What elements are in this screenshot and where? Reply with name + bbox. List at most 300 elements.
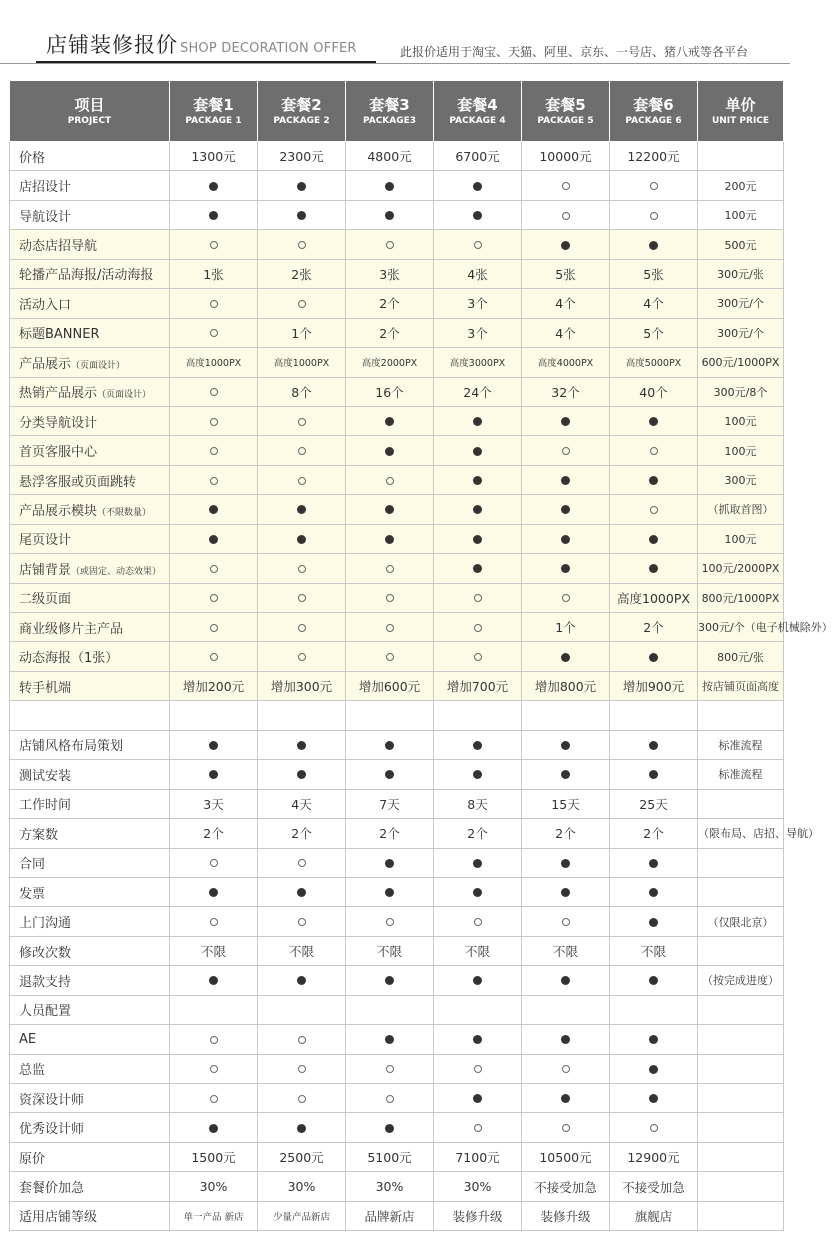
package-cell <box>610 289 698 318</box>
package-cell <box>522 583 610 612</box>
package-cell <box>346 819 434 848</box>
package-cell <box>610 966 698 995</box>
package-cell <box>258 1172 346 1201</box>
package-cell <box>610 406 698 435</box>
unit-price-value: （限布局、店招、导航） <box>698 827 819 841</box>
package-cell <box>434 554 522 583</box>
row-label <box>10 1084 170 1113</box>
package-cell <box>170 142 258 171</box>
page-title: 店铺装修报价 <box>46 33 178 57</box>
table-row <box>10 877 784 906</box>
row-label-text: 适用店铺等级 <box>19 1210 98 1226</box>
package-cell <box>258 730 346 759</box>
package-cell <box>170 465 258 494</box>
unit-price-value: 300元/个 <box>717 326 764 340</box>
included-dot-icon <box>297 535 306 544</box>
cell-value: 品牌新店 <box>364 1208 415 1224</box>
row-label <box>10 230 170 259</box>
table-row <box>10 348 784 377</box>
package-cell <box>522 318 610 347</box>
cell-value: 10500元 <box>539 1150 592 1166</box>
row-label <box>10 142 170 171</box>
row-label <box>10 1113 170 1142</box>
column-header-subtitle: PROJECT <box>67 115 112 126</box>
package-cell <box>434 465 522 494</box>
package-cell <box>434 1025 522 1054</box>
package-cell <box>346 406 434 435</box>
included-dot-icon <box>649 476 658 485</box>
table-row <box>10 1084 784 1113</box>
not-included-circle-icon <box>298 1095 306 1103</box>
package-cell <box>258 1113 346 1142</box>
row-label <box>10 289 170 318</box>
package-cell <box>610 259 698 288</box>
row-label-text: 分类导航设计 <box>19 415 98 431</box>
row-label-text: 热销产品展示 <box>19 386 98 402</box>
package-cell <box>258 1201 346 1230</box>
table-row <box>10 259 784 288</box>
package-cell <box>610 995 698 1024</box>
included-dot-icon <box>473 976 482 985</box>
package-cell <box>346 1054 434 1083</box>
cell-value: 1个 <box>291 325 312 341</box>
cell-value: 15天 <box>551 796 580 812</box>
column-header <box>434 81 522 142</box>
package-cell <box>522 789 610 818</box>
package-cell <box>346 348 434 377</box>
package-cell <box>610 877 698 906</box>
package-cell <box>522 1054 610 1083</box>
included-dot-icon <box>561 476 570 485</box>
cell-value: 5张 <box>643 266 664 282</box>
unit-price-cell <box>698 730 784 759</box>
package-cell <box>610 200 698 229</box>
included-dot-icon <box>297 211 306 220</box>
not-included-circle-icon <box>210 329 218 337</box>
included-dot-icon <box>649 417 658 426</box>
table-row <box>10 1054 784 1083</box>
package-cell <box>346 995 434 1024</box>
unit-price-cell <box>698 936 784 965</box>
package-cell <box>610 524 698 553</box>
row-label-text: 尾页设计 <box>19 533 72 549</box>
cell-value: 增加600元 <box>358 679 421 695</box>
row-label-text: 人员配置 <box>19 1004 72 1020</box>
row-label-text: 套餐价加急 <box>19 1181 85 1197</box>
included-dot-icon <box>561 888 570 897</box>
package-cell <box>170 730 258 759</box>
unit-price-cell <box>698 848 784 877</box>
cell-value: 40个 <box>639 384 668 400</box>
package-cell <box>522 671 610 700</box>
package-cell <box>258 259 346 288</box>
included-dot-icon <box>473 476 482 485</box>
not-included-circle-icon <box>210 565 218 573</box>
cell-value: 少量产品新店 <box>272 1211 330 1223</box>
not-included-circle-icon <box>210 300 218 308</box>
not-included-circle-icon <box>298 594 306 602</box>
included-dot-icon <box>473 505 482 514</box>
column-header-subtitle: PACKAGE 5 <box>537 115 594 126</box>
included-dot-icon <box>473 741 482 750</box>
package-cell <box>434 819 522 848</box>
cell-value: 2300元 <box>279 149 324 165</box>
row-label <box>10 1054 170 1083</box>
package-cell <box>258 613 346 642</box>
package-cell <box>170 1201 258 1230</box>
included-dot-icon <box>385 1035 394 1044</box>
cell-value: 5个 <box>643 325 664 341</box>
package-cell <box>434 348 522 377</box>
cell-value: 2500元 <box>279 1150 324 1166</box>
included-dot-icon <box>297 770 306 779</box>
cell-value: 7100元 <box>455 1150 500 1166</box>
row-label <box>10 583 170 612</box>
column-header <box>610 81 698 142</box>
package-cell <box>258 289 346 318</box>
not-included-circle-icon <box>474 624 482 632</box>
row-label <box>10 760 170 789</box>
package-cell <box>522 465 610 494</box>
included-dot-icon <box>385 182 394 191</box>
column-header-title: 项目 <box>74 95 105 114</box>
package-cell <box>170 495 258 524</box>
unit-price-cell <box>698 406 784 435</box>
package-cell <box>434 259 522 288</box>
not-included-circle-icon <box>474 241 482 249</box>
package-cell <box>258 583 346 612</box>
package-cell <box>610 760 698 789</box>
package-cell <box>346 259 434 288</box>
table-row <box>10 436 784 465</box>
package-cell <box>522 1084 610 1113</box>
cell-value: 4天 <box>291 796 312 812</box>
not-included-circle-icon <box>210 918 218 926</box>
cell-value: 不限 <box>464 944 490 960</box>
package-cell <box>610 436 698 465</box>
package-cell <box>522 819 610 848</box>
included-dot-icon <box>473 417 482 426</box>
row-label-note: （页面设计） <box>97 390 152 401</box>
included-dot-icon <box>297 182 306 191</box>
package-cell <box>346 730 434 759</box>
package-cell <box>610 671 698 700</box>
package-cell <box>346 966 434 995</box>
not-included-circle-icon <box>386 477 394 485</box>
package-cell <box>170 583 258 612</box>
not-included-circle-icon <box>562 182 570 190</box>
table-row <box>10 613 784 642</box>
not-included-circle-icon <box>562 447 570 455</box>
cell-value: 不限 <box>200 944 226 960</box>
included-dot-icon <box>649 1094 658 1103</box>
package-cell <box>610 1025 698 1054</box>
column-header-title: 套餐6 <box>633 95 674 114</box>
table-row <box>10 936 784 965</box>
cell-value: 8天 <box>467 796 488 812</box>
table-row <box>10 848 784 877</box>
included-dot-icon <box>209 211 218 220</box>
unit-price-value: （抓取首图） <box>707 503 774 517</box>
unit-price-value: 600元/1000PX <box>701 356 780 370</box>
included-dot-icon <box>473 1094 482 1103</box>
not-included-circle-icon <box>474 1124 482 1132</box>
package-cell <box>610 1201 698 1230</box>
row-label-text: 方案数 <box>19 827 59 843</box>
table-row <box>10 966 784 995</box>
cell-value: 不接受加急 <box>534 1179 597 1195</box>
package-cell <box>346 613 434 642</box>
included-dot-icon <box>649 976 658 985</box>
unit-price-value: 300元/个（电子机械除外） <box>698 621 833 635</box>
cell-value: 高度1000PX <box>185 358 242 370</box>
included-dot-icon <box>473 535 482 544</box>
included-dot-icon <box>649 741 658 750</box>
package-cell <box>258 936 346 965</box>
not-included-circle-icon <box>298 241 306 249</box>
unit-price-cell <box>698 966 784 995</box>
package-cell <box>346 495 434 524</box>
package-cell <box>170 524 258 553</box>
cell-value: 4张 <box>467 266 488 282</box>
not-included-circle-icon <box>650 1124 658 1132</box>
package-cell <box>434 701 522 730</box>
row-label-text: 店铺背景 <box>19 562 72 578</box>
package-cell <box>434 142 522 171</box>
included-dot-icon <box>209 535 218 544</box>
not-included-circle-icon <box>298 300 306 308</box>
package-cell <box>522 1172 610 1201</box>
row-label <box>10 259 170 288</box>
unit-price-cell <box>698 671 784 700</box>
cell-value: 3张 <box>379 266 400 282</box>
unit-price-cell <box>698 1142 784 1171</box>
package-cell <box>522 730 610 759</box>
unit-price-cell <box>698 701 784 730</box>
package-cell <box>522 848 610 877</box>
cell-value: 2个 <box>379 826 400 842</box>
not-included-circle-icon <box>210 594 218 602</box>
package-cell <box>434 524 522 553</box>
included-dot-icon <box>649 859 658 868</box>
not-included-circle-icon <box>386 624 394 632</box>
package-cell <box>434 936 522 965</box>
included-dot-icon <box>561 241 570 250</box>
package-cell <box>522 1142 610 1171</box>
included-dot-icon <box>649 1065 658 1074</box>
row-label-note: （页面设计） <box>71 360 126 371</box>
row-label-text: 动态海报（1张） <box>19 651 119 667</box>
package-cell <box>610 465 698 494</box>
unit-price-cell <box>698 819 819 848</box>
cell-value: 装修升级 <box>452 1208 503 1224</box>
not-included-circle-icon <box>298 418 306 426</box>
included-dot-icon <box>385 888 394 897</box>
package-cell <box>522 642 610 671</box>
row-label-text: 商业级修片主产品 <box>19 621 124 637</box>
package-cell <box>522 877 610 906</box>
included-dot-icon <box>385 741 394 750</box>
row-label-text: 上门沟通 <box>19 916 72 932</box>
cell-value: 不限 <box>552 944 578 960</box>
package-cell <box>170 819 258 848</box>
not-included-circle-icon <box>562 1065 570 1073</box>
package-cell <box>346 436 434 465</box>
package-cell <box>434 1054 522 1083</box>
row-label <box>10 1201 170 1230</box>
package-cell <box>610 789 698 818</box>
row-label <box>10 377 170 406</box>
cell-value: 4个 <box>555 296 576 312</box>
package-cell <box>434 495 522 524</box>
row-label-text: 转手机端 <box>19 680 72 696</box>
page-header <box>0 0 790 72</box>
package-cell <box>170 642 258 671</box>
package-cell <box>346 1113 434 1142</box>
package-cell <box>258 200 346 229</box>
column-header-title: 套餐2 <box>281 95 322 114</box>
unit-price-cell <box>698 642 784 671</box>
not-included-circle-icon <box>210 418 218 426</box>
unit-price-value: 100元 <box>724 444 757 458</box>
included-dot-icon <box>297 1124 306 1133</box>
package-cell <box>434 966 522 995</box>
package-cell <box>610 1172 698 1201</box>
package-cell <box>434 671 522 700</box>
table-row <box>10 200 784 229</box>
row-label-text: AE <box>19 1031 37 1047</box>
package-cell <box>610 1113 698 1142</box>
table-row <box>10 465 784 494</box>
package-cell <box>170 701 258 730</box>
package-cell <box>346 789 434 818</box>
included-dot-icon <box>297 976 306 985</box>
included-dot-icon <box>561 535 570 544</box>
package-cell <box>610 1054 698 1083</box>
row-label-text: 产品展示 <box>19 356 72 372</box>
included-dot-icon <box>209 976 218 985</box>
row-label-text: 店招设计 <box>19 180 72 196</box>
included-dot-icon <box>473 447 482 456</box>
included-dot-icon <box>561 417 570 426</box>
table-row <box>10 1113 784 1142</box>
not-included-circle-icon <box>650 212 658 220</box>
included-dot-icon <box>561 653 570 662</box>
included-dot-icon <box>209 741 218 750</box>
package-cell <box>170 966 258 995</box>
package-cell <box>346 171 434 200</box>
package-cell <box>258 495 346 524</box>
included-dot-icon <box>473 1035 482 1044</box>
cell-value: 3天 <box>203 796 224 812</box>
package-cell <box>170 200 258 229</box>
cell-value: 增加900元 <box>622 679 685 695</box>
cell-value: 单一产品 新店 <box>183 1211 244 1223</box>
package-cell <box>258 318 346 347</box>
package-cell <box>346 877 434 906</box>
package-cell <box>258 348 346 377</box>
not-included-circle-icon <box>386 918 394 926</box>
row-label-text: 导航设计 <box>19 209 72 225</box>
row-label-text: 标题BANNER <box>19 327 100 343</box>
included-dot-icon <box>649 241 658 250</box>
package-cell <box>346 289 434 318</box>
not-included-circle-icon <box>562 1124 570 1132</box>
package-cell <box>258 524 346 553</box>
package-cell <box>258 760 346 789</box>
cell-value: 3个 <box>467 325 488 341</box>
row-label <box>10 465 170 494</box>
row-label-text: 动态店招导航 <box>19 239 98 255</box>
row-label <box>10 995 170 1024</box>
package-cell <box>522 554 610 583</box>
package-cell <box>434 848 522 877</box>
package-cell <box>346 524 434 553</box>
package-cell <box>170 760 258 789</box>
included-dot-icon <box>209 888 218 897</box>
package-cell <box>522 259 610 288</box>
cell-value: 7天 <box>379 796 400 812</box>
included-dot-icon <box>385 447 394 456</box>
package-cell <box>346 1172 434 1201</box>
cell-value: 16个 <box>375 384 404 400</box>
column-header <box>170 81 258 142</box>
not-included-circle-icon <box>298 624 306 632</box>
table-row <box>10 1172 784 1201</box>
not-included-circle-icon <box>474 918 482 926</box>
table-row <box>10 760 784 789</box>
column-header-title: 套餐4 <box>457 95 498 114</box>
cell-value: 2个 <box>643 620 664 636</box>
platform-note: 此报价适用于淘宝、天猫、阿里、京东、一号店、猪八戒等各平台 <box>400 45 749 59</box>
column-header <box>522 81 610 142</box>
unit-price-value: 300元 <box>724 474 757 488</box>
package-cell <box>610 495 698 524</box>
table-row <box>10 1201 784 1230</box>
package-cell <box>522 524 610 553</box>
table-header-row <box>10 81 784 142</box>
header-divider <box>0 63 790 64</box>
cell-value: 高度1000PX <box>617 590 690 606</box>
package-cell <box>170 318 258 347</box>
package-cell <box>170 259 258 288</box>
package-cell <box>170 348 258 377</box>
cell-value: 增加300元 <box>270 679 333 695</box>
row-label-text: 二级页面 <box>19 592 72 608</box>
package-cell <box>522 1201 610 1230</box>
package-cell <box>170 171 258 200</box>
package-cell <box>434 789 522 818</box>
package-cell <box>346 936 434 965</box>
cell-value: 30% <box>199 1179 228 1195</box>
unit-price-cell <box>698 377 784 406</box>
column-header <box>10 81 170 142</box>
column-header-title: 套餐3 <box>369 95 410 114</box>
cell-value: 2个 <box>467 826 488 842</box>
row-label <box>10 936 170 965</box>
package-cell <box>258 819 346 848</box>
package-cell <box>170 377 258 406</box>
package-cell <box>522 348 610 377</box>
not-included-circle-icon <box>474 653 482 661</box>
unit-price-cell <box>698 200 784 229</box>
package-cell <box>434 1142 522 1171</box>
column-header <box>258 81 346 142</box>
included-dot-icon <box>385 417 394 426</box>
not-included-circle-icon <box>650 447 658 455</box>
cell-value: 增加800元 <box>534 679 597 695</box>
package-cell <box>522 907 610 936</box>
